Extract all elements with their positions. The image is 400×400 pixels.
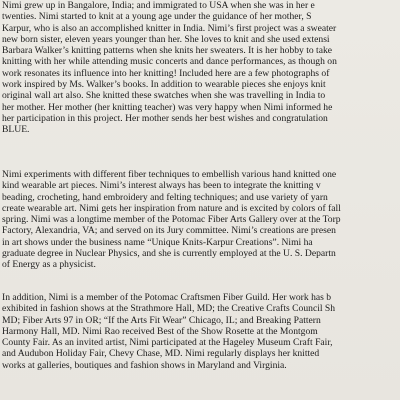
text-line: work resonates its influence into her knitting! Included here are a few photographs of [2, 67, 330, 79]
text-line: her mother. Her mother (her knitting teacher) was very happy when Nimi informed he [2, 101, 333, 113]
paragraph-exhibitions [2, 292, 400, 371]
text-line: County Fair. As an invited artist, Nimi participated at the Hageley Museum Craft Fair, [2, 337, 333, 349]
text-line: Nimi grew up in Bangalore, India; and immigrated to USA when she was in her e [2, 0, 315, 11]
text-line: Nimi experiments with different fiber techniques to embellish various hand knitted one [2, 169, 337, 180]
text-line: her participation in this project. Her mother sends her best wishes and congratulation [2, 112, 328, 124]
text-line: graduate degree in Nuclear Physics, and she is currently employed at the U. S. Departn [2, 248, 336, 260]
text-line: MD; Fiber Arts 97 in OR; “If the Arts Fit Wear” Chicago, IL; and Breaking Pattern [2, 314, 321, 326]
text-line: Barbara Walker’s knitting patterns when she knits her sweaters. It is her hobby to take [2, 45, 333, 57]
text-line: of Energy as a physicist. [2, 259, 96, 271]
text-line: In addition, Nimi is a member of the Potomac Craftsmen Fiber Guild. Her work has b [2, 292, 332, 303]
text-line: create wearable art. Nimi gets her inspiration from nature and is excited by colors of fall [2, 202, 341, 214]
text-line: beading, crocheting, hand embroidery and felting techniques; and use variety of yarn [2, 191, 328, 203]
text-line: works at galleries, boutiques and fashion shows in Maryland and Virginia. [2, 359, 287, 371]
text-line: spring. Nimi was a longtime member of the Potomac Fiber Arts Gallery over at the Torp [2, 214, 341, 226]
paragraph-biography [2, 0, 400, 136]
text-line: in art shows under the business name “Unique Knits-Karpur Creations”. Nimi ha [2, 236, 313, 248]
text-line: exhibited in fashion shows at the Strathmore Hall, MD; the Creative Crafts Council Sh [2, 303, 336, 315]
paragraph-techniques [2, 169, 400, 271]
text-line: twenties. Nimi started to knit at a young age under the guidance of her mother, S [2, 11, 312, 23]
text-line: new born sister, eleven years younger than her. She loves to knit and she used extensi [2, 33, 330, 45]
text-line: and Audubon Holiday Fair, Chevy Chase, MD. Nimi regularly displays her knitted [2, 348, 320, 360]
text-line: Harmony Hall, MD. Nimi Rao received Best of the Show Rosette at the Montgom [2, 325, 318, 337]
text-line: Factory, Alexandria, VA; and served on its Jury committee. Nimi’s creations are presen [2, 225, 336, 237]
text-line: kind wearable art pieces. Nimi’s interest always has been to integrate the knitting v [2, 180, 321, 192]
text-line: work inspired by Ms. Walker’s books. In addition to wearable pieces she enjoys knit [2, 79, 326, 91]
text-line: BLUE. [2, 124, 30, 136]
text-line: knitting with her while attending music concerts and dance performances, as though on [2, 56, 337, 68]
text-line: Karpur, who is also an accomplished knitter in India. Nimi’s first project was a sweater [2, 22, 337, 34]
text-line: original wall art also. She knitted these swatches when she was travelling in India to [2, 90, 326, 102]
